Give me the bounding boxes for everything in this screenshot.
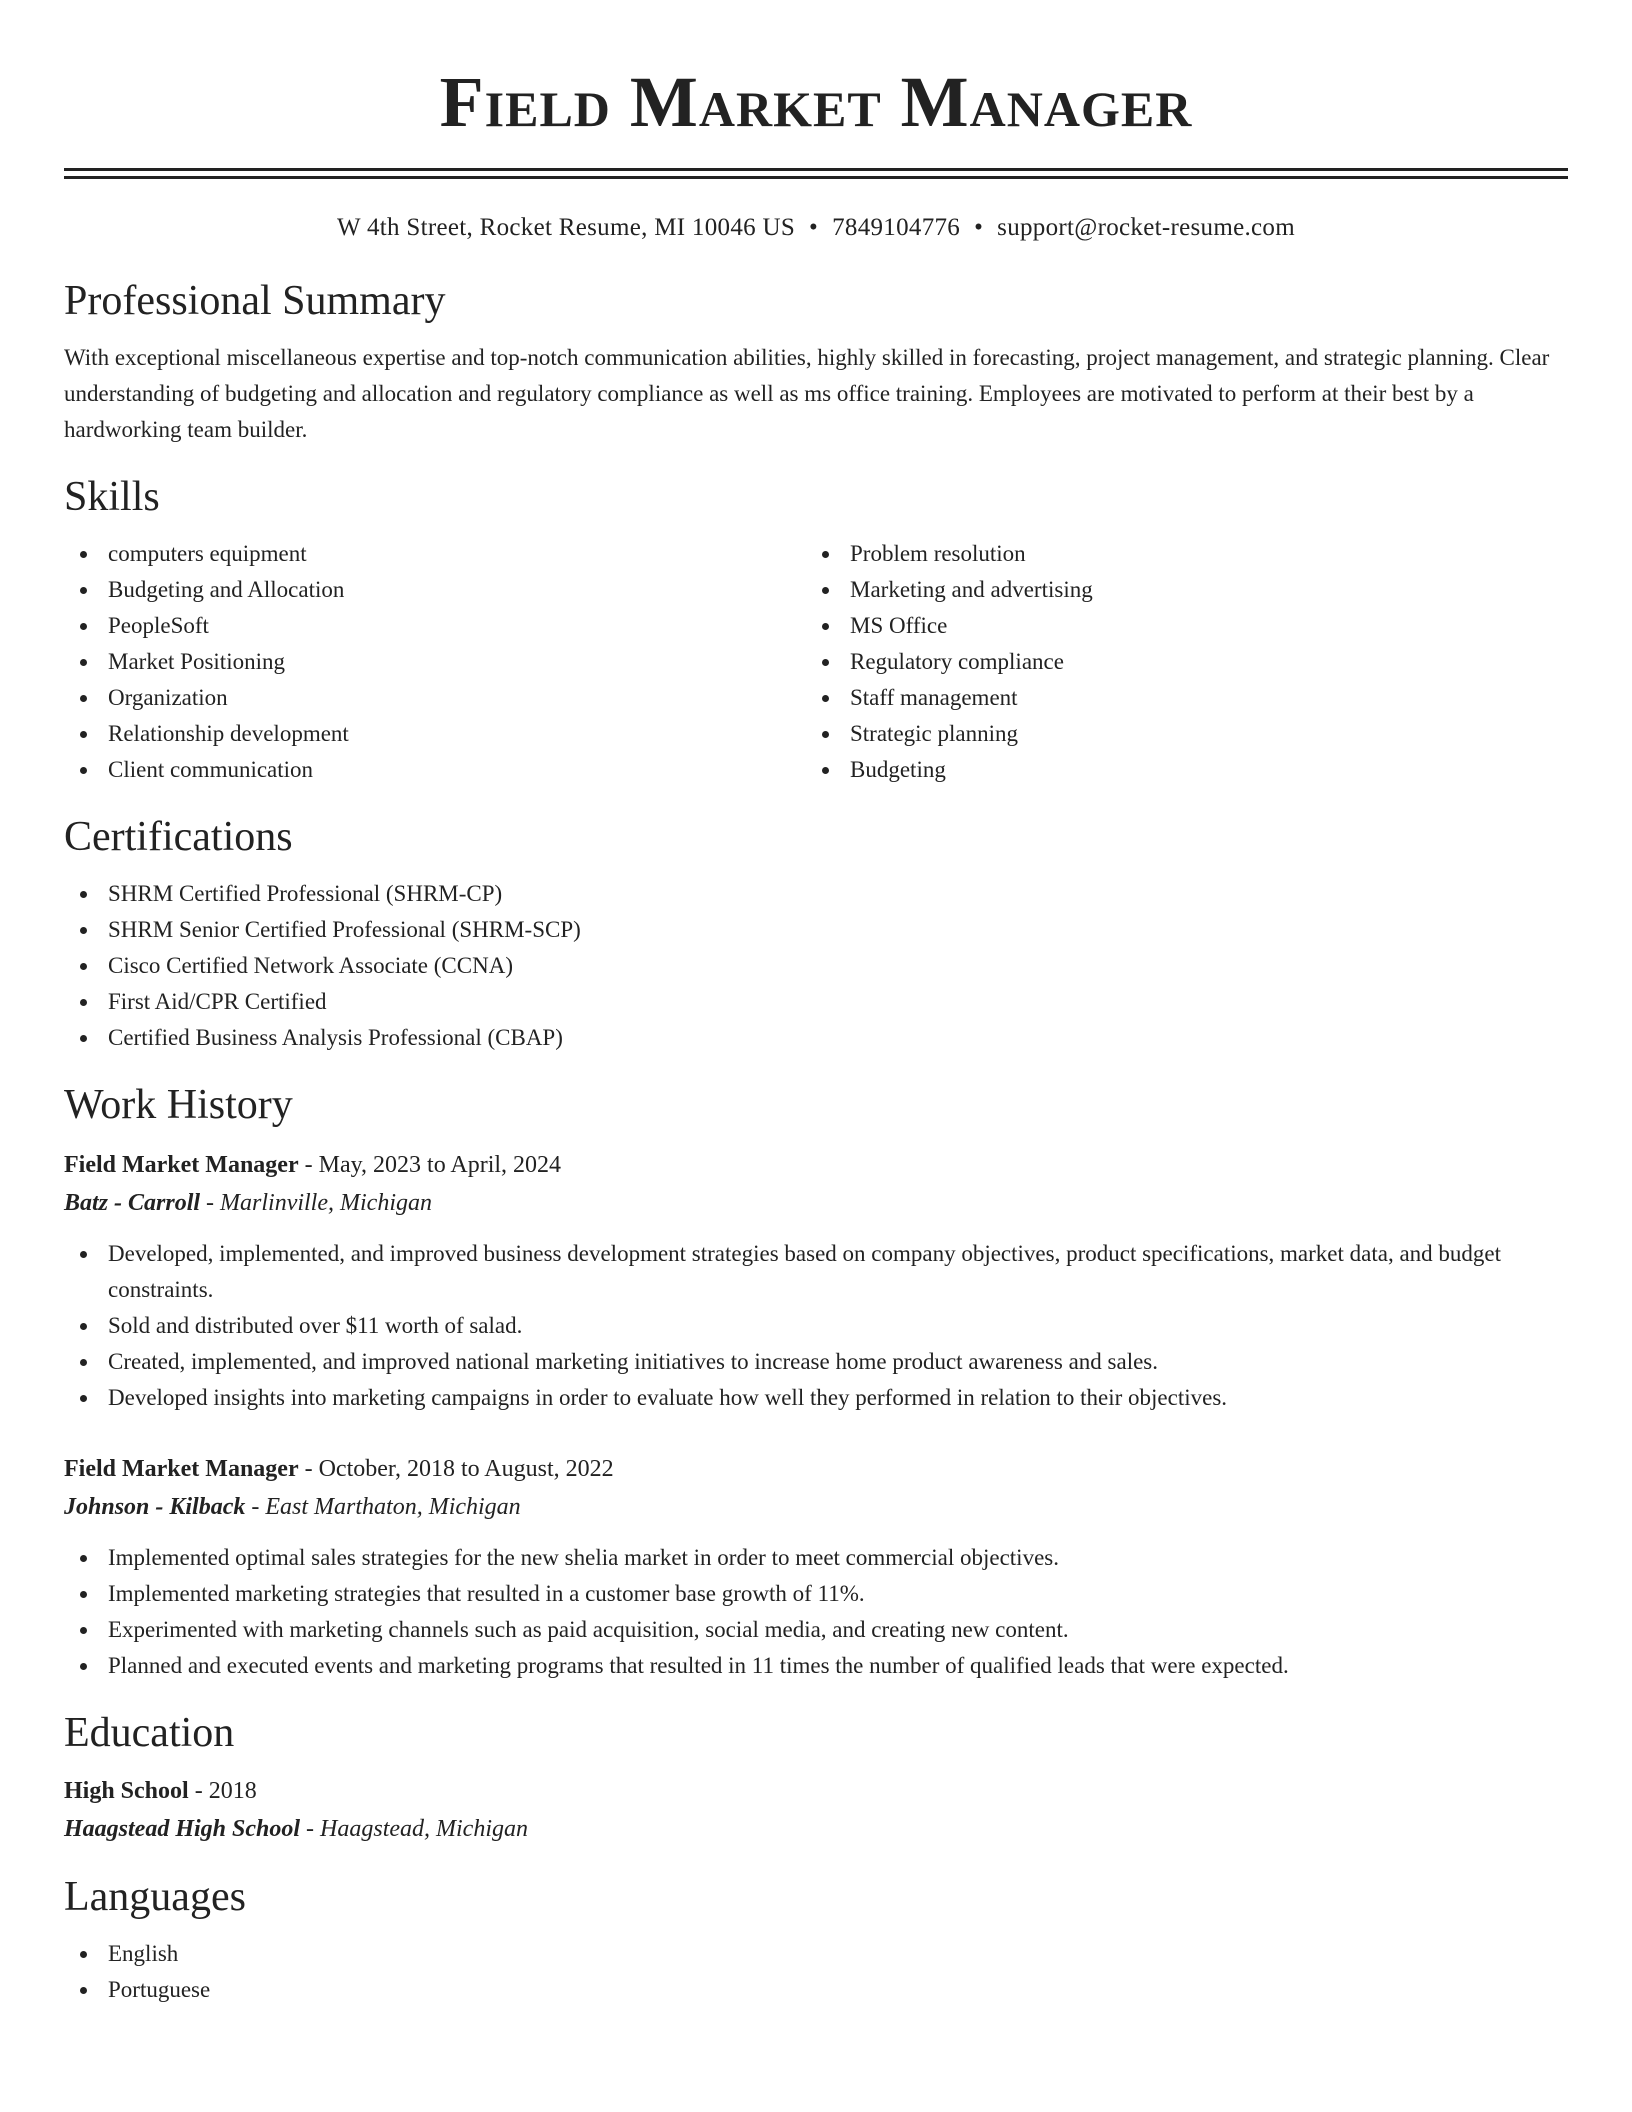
education-entry <box>64 1772 1568 1848</box>
skills-column-right <box>806 536 1548 788</box>
education-year: - 2018 <box>188 1778 257 1804</box>
job-dates: - October, 2018 to August, 2022 <box>298 1456 614 1482</box>
contact-line <box>64 212 1568 244</box>
job-company: Batz - Carroll <box>64 1190 201 1216</box>
job-bullet: Developed, implemented, and improved business development strategies based on company objectives, product specifications, market data, and budget constraints. <box>64 1236 1568 1308</box>
job-dates: - May, 2023 to April, 2024 <box>298 1152 562 1178</box>
certifications-heading: Certifications <box>64 814 293 860</box>
skill-item: Relationship development <box>64 716 806 752</box>
skill-item: Marketing and advertising <box>806 572 1548 608</box>
certification-item: SHRM Certified Professional (SHRM-CP) <box>64 876 1568 912</box>
skill-item: Budgeting and Allocation <box>64 572 806 608</box>
job-entry <box>64 1450 1568 1684</box>
skill-item: Regulatory compliance <box>806 644 1548 680</box>
certification-item: First Aid/CPR Certified <box>64 984 1568 1020</box>
job-bullets <box>64 1540 1568 1684</box>
skills-list-right <box>806 536 1548 788</box>
job-location: - East Marthaton, Michigan <box>245 1494 521 1520</box>
job-bullet: Sold and distributed over $11 worth of salad. <box>64 1308 1568 1344</box>
job-title: Field Market Manager <box>64 1456 299 1482</box>
education-location: - Haagstead, Michigan <box>300 1816 528 1842</box>
certification-item: Certified Business Analysis Professional (CBAP) <box>64 1020 1568 1056</box>
job-company: Johnson - Kilback <box>64 1494 246 1520</box>
skills-column-left <box>64 536 806 788</box>
certifications-list <box>64 876 1568 1056</box>
job-bullet: Implemented marketing strategies that resulted in a customer base growth of 11%. <box>64 1576 1568 1612</box>
language-item: Portuguese <box>64 1972 1568 2008</box>
skill-item: Client communication <box>64 752 806 788</box>
title-divider <box>64 168 1568 179</box>
skills-grid <box>64 536 1568 788</box>
skills-heading: Skills <box>64 474 160 520</box>
skill-item: Budgeting <box>806 752 1548 788</box>
job-bullet: Implemented optimal sales strategies for the new shelia market in order to meet commercial objectives. <box>64 1540 1568 1576</box>
job-bullet: Experimented with marketing channels such as paid acquisition, social media, and creating new content. <box>64 1612 1568 1648</box>
job-bullets <box>64 1236 1568 1416</box>
contact-separator: • <box>809 214 819 241</box>
education-degree: High School <box>64 1778 189 1804</box>
contact-email: support@rocket-resume.com <box>997 214 1295 241</box>
skill-item: Strategic planning <box>806 716 1548 752</box>
job-company-line <box>64 1184 1568 1222</box>
skills-list-left <box>64 536 806 788</box>
job-title: Field Market Manager <box>64 1152 299 1178</box>
skill-item: Market Positioning <box>64 644 806 680</box>
skill-item: computers equipment <box>64 536 806 572</box>
skill-item: Organization <box>64 680 806 716</box>
job-title-line <box>64 1146 1568 1184</box>
certification-item: SHRM Senior Certified Professional (SHRM-SCP) <box>64 912 1568 948</box>
contact-address: W 4th Street, Rocket Resume, MI 10046 US <box>337 214 796 241</box>
resume-title: Field Market Manager <box>439 62 1193 142</box>
job-entry <box>64 1146 1568 1416</box>
job-company-line <box>64 1488 1568 1526</box>
language-item: English <box>64 1936 1568 1972</box>
job-bullet: Planned and executed events and marketing programs that resulted in 11 times the number of qualified leads that were expected. <box>64 1648 1568 1684</box>
skill-item: PeopleSoft <box>64 608 806 644</box>
job-bullet: Created, implemented, and improved national marketing initiatives to increase home product awareness and sales. <box>64 1344 1568 1380</box>
certification-item: Cisco Certified Network Associate (CCNA) <box>64 948 1568 984</box>
job-title-line <box>64 1450 1568 1488</box>
job-location: - Marlinville, Michigan <box>200 1190 432 1216</box>
contact-separator: • <box>974 214 984 241</box>
skill-item: Problem resolution <box>806 536 1548 572</box>
job-bullet: Developed insights into marketing campaigns in order to evaluate how well they performed in relation to their objectives. <box>64 1380 1568 1416</box>
contact-phone: 7849104776 <box>832 214 961 241</box>
education-degree-line <box>64 1772 1568 1810</box>
education-heading: Education <box>64 1710 235 1756</box>
summary-text: With exceptional miscellaneous expertise and top-notch communication abilities, highly skilled in forecasting, project management, and strategic planning. Clear understanding of budgeting and allocation and regulatory compliance as well as ms office training. Employees are motivated to perform at their best by a hardworking team builder. <box>64 345 1550 442</box>
skill-item: MS Office <box>806 608 1548 644</box>
education-school-line <box>64 1810 1568 1848</box>
work-history-heading: Work History <box>64 1082 293 1128</box>
skill-item: Staff management <box>806 680 1548 716</box>
education-school: Haagstead High School <box>64 1816 301 1842</box>
languages-list <box>64 1936 1568 2008</box>
summary-heading: Professional Summary <box>64 278 446 324</box>
languages-heading: Languages <box>64 1874 246 1920</box>
